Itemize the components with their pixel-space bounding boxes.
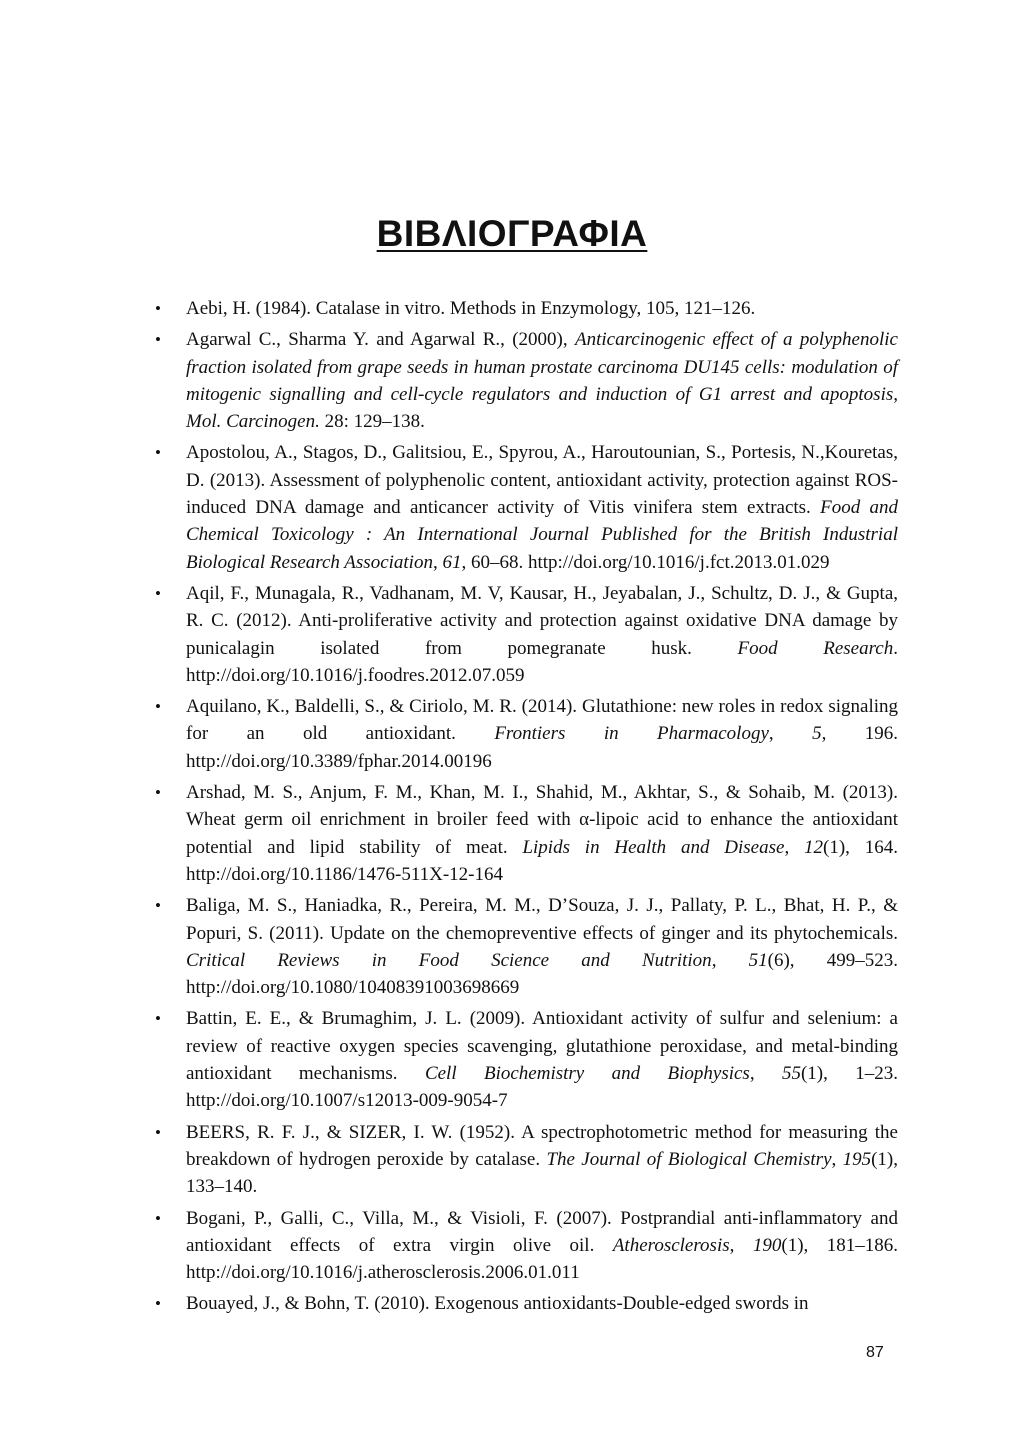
reference-text: , (831, 1148, 843, 1170)
reference-text: , (768, 723, 813, 745)
reference-text: (6), 499–523. http://doi.org/10.1080/10408391003698669 (186, 949, 899, 999)
reference-text: , (749, 1063, 782, 1085)
reference-text: Arshad, M. S., Anjum, F. M., Khan, M. I., Shahid, M., Akhtar, S., & Sohaib, M. (2013). Wheat germ oil enrichment in broiler feed with α-lipoic acid to enhance the antioxidant potential and lipid stability of meat. (186, 782, 898, 858)
reference-italic-text: 61 (442, 551, 462, 573)
reference-italic-text: Food and Chemical Toxicology : An International Journal Published for the British Industrial Biological Research Association (186, 497, 899, 573)
reference-italic-text: Cell Biochemistry and Biophysics (424, 1063, 750, 1085)
reference-item (186, 779, 898, 888)
page-number: 87 (866, 1344, 884, 1361)
reference-list (186, 295, 898, 1322)
reference-italic-text: Critical Reviews in Food Science and Nutrition (186, 949, 712, 971)
reference-item (186, 439, 898, 575)
reference-text: Aquilano, K., Baldelli, S., & Ciriolo, M. R. (2014). Glutathione: new roles in redox signaling for an old antioxidant. (186, 696, 898, 745)
reference-text: , (784, 836, 805, 858)
reference-text: Aebi, H. (1984). Catalase in vitro. Methods in Enzymology, 105, 121–126. (186, 298, 756, 319)
reference-text: , 196. http://doi.org/10.3389/fphar.2014.00196 (186, 723, 899, 772)
reference-text: (1), 133–140. (186, 1148, 899, 1198)
reference-text: Baliga, M. S., Haniadka, R., Pereira, M. M., D’Souza, J. J., Pallaty, P. L., Bhat, H. P., & Popuri, S. (2011). Update on the chemopreventive effects of ginger and its phytochemicals. (186, 895, 898, 944)
reference-text: BEERS, R. F. J., & SIZER, I. W. (1952). A spectrophotometric method for measuring the breakdown of hydrogen peroxide by catalase. (186, 1121, 898, 1170)
reference-italic-text: Food Research (737, 637, 894, 659)
reference-item (186, 1290, 898, 1317)
reference-italic-text: Anticarcinogenic effect of a polyphenolic fraction isolated from grape seeds in human prostate carcinoma DU145 cells: modulation of mitogenic signalling and cell-cycle regulators and induction of G1 arrest and apoptosis, Mol. Carcinogen. (186, 329, 898, 433)
reference-italic-text: 12 (804, 836, 824, 858)
reference-text: Bouayed, J., & Bohn, T. (2010). Exogenous antioxidants-Double-edged swords in (186, 1293, 809, 1315)
reference-text: (1), 181–186. http://doi.org/10.1016/j.atherosclerosis.2006.01.011 (186, 1234, 899, 1284)
reference-item (186, 1119, 898, 1201)
reference-text: Aqil, F., Munagala, R., Vadhanam, M. V, Kausar, H., Jeyabalan, J., Schultz, D. J., & Gupta, R. C. (2012). Anti-proliferative activity and protection against oxidative DNA damage by punicalagin isolated from pomegranate husk. (186, 582, 898, 659)
reference-italic-text: 5 (812, 723, 822, 745)
reference-item (186, 892, 898, 1001)
page-title: ΒΙΒΛΙΟΓΡΑΦΙΑ (376, 213, 648, 254)
reference-italic-text: 195 (842, 1148, 872, 1170)
reference-item (186, 693, 898, 775)
reference-text: (1), 164. http://doi.org/10.1186/1476-511X-12-164 (186, 836, 898, 885)
reference-text: Agarwal C., Sharma Y. and Agarwal R., (2000), (186, 329, 575, 351)
reference-item (186, 580, 898, 689)
reference-item (186, 295, 898, 322)
reference-italic-text: The Journal of Biological Chemistry (546, 1148, 832, 1170)
reference-text: , (432, 551, 443, 573)
reference-text: Battin, E. E., & Brumaghim, J. L. (2009). Antioxidant activity of sulfur and selenium: a review of reactive oxygen species scavenging, glutathione peroxidase, and metal-binding antioxidant mechanisms. (186, 1008, 898, 1085)
reference-italic-text: Atherosclerosis (612, 1234, 730, 1256)
reference-text: , (711, 949, 749, 971)
reference-text: (1), 1–23. http://doi.org/10.1007/s12013-009-9054-7 (186, 1063, 899, 1112)
reference-text: Apostolou, A., Stagos, D., Galitsiou, E., Spyrou, A., Haroutounian, S., Portesis, N.,Kouretas, D. (2013). Assessment of polyphenolic content, antioxidant activity, protection against ROS-induced DNA damage and anticancer activity of Vitis vinifera stem extracts. (186, 442, 898, 519)
reference-italic-text: 190 (752, 1234, 782, 1256)
reference-italic-text: Frontiers in Pharmacology (494, 723, 769, 745)
reference-item (186, 326, 898, 435)
reference-italic-text: 51 (748, 949, 768, 971)
reference-item (186, 1205, 898, 1287)
reference-text: Bogani, P., Galli, C., Villa, M., & Visioli, F. (2007). Postprandial anti-inflammatory and antioxidant effects of extra virgin olive oil. (186, 1207, 898, 1256)
reference-text: . http://doi.org/10.1016/j.foodres.2012.07.059 (186, 637, 898, 686)
reference-item (186, 1005, 898, 1114)
reference-italic-text: 55 (781, 1063, 801, 1085)
reference-text: , (729, 1234, 753, 1256)
reference-text: 28: 129–138. (319, 411, 425, 433)
reference-italic-text: Lipids in Health and Disease (522, 836, 785, 858)
reference-text: , 60–68. http://doi.org/10.1016/j.fct.2013.01.029 (461, 551, 830, 573)
